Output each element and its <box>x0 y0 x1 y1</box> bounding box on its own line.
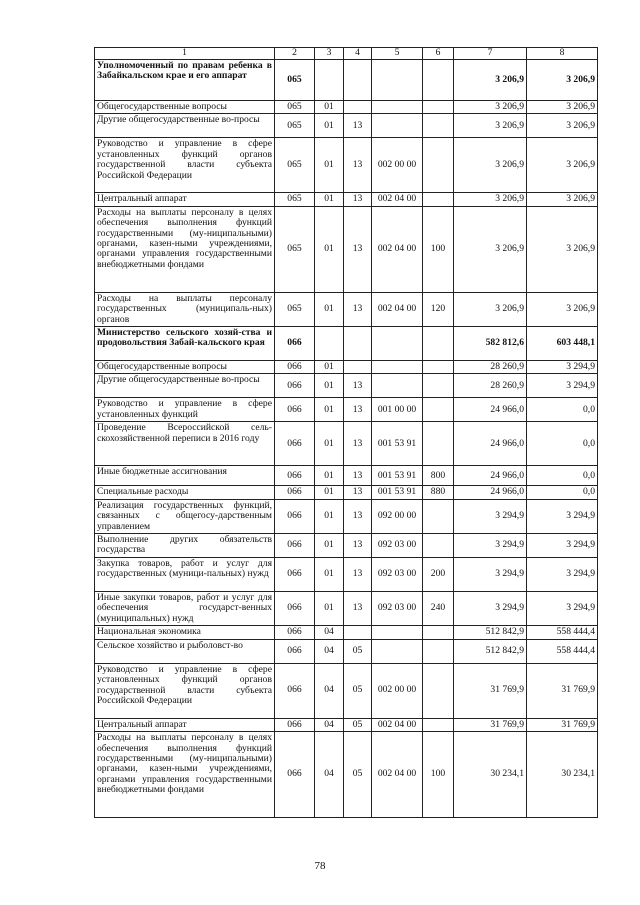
table-row <box>95 193 598 206</box>
row-subsection-code: 05 <box>344 732 372 818</box>
row-amount-year2: 3 294,9 <box>527 558 598 592</box>
table-row <box>95 361 598 374</box>
row-subsection-code <box>344 361 372 374</box>
row-expense-type-code <box>423 101 454 114</box>
row-amount-year1: 3 206,9 <box>454 101 527 114</box>
row-subsection-code <box>344 626 372 639</box>
row-amount-year1: 3 294,9 <box>454 534 527 558</box>
column-number-5: 5 <box>372 48 423 60</box>
row-target-code: 002 04 00 <box>372 193 423 206</box>
row-section-code: 01 <box>315 114 344 138</box>
row-name: Сельское хозяйство и рыболовст-во <box>95 639 275 663</box>
row-amount-year1: 582 812,6 <box>454 327 527 361</box>
row-amount-year2: 3 206,9 <box>527 193 598 206</box>
row-subsection-code <box>344 327 372 361</box>
row-subsection-code: 13 <box>344 466 372 486</box>
row-ved-code: 065 <box>275 101 315 114</box>
row-name: Руководство и управление в сфере установленных функций органов государственной власти субъекта Российской Федерации <box>95 138 275 193</box>
row-amount-year1: 28 260,9 <box>454 374 527 398</box>
row-name: Иные закупки товаров, работ и услуг для обеспечения государст-венных (муниципальных) нужд <box>95 592 275 626</box>
table-row <box>95 422 598 466</box>
table-row <box>95 292 598 326</box>
row-name: Иные бюджетные ассигнования <box>95 466 275 486</box>
row-amount-year2: 0,0 <box>527 398 598 422</box>
row-target-code: 092 00 00 <box>372 499 423 533</box>
row-ved-code: 065 <box>275 292 315 326</box>
row-section-code: 01 <box>315 534 344 558</box>
row-amount-year2: 3 206,9 <box>527 101 598 114</box>
row-expense-type-code <box>423 422 454 466</box>
row-amount-year2: 558 444,4 <box>527 626 598 639</box>
row-expense-type-code: 240 <box>423 592 454 626</box>
row-expense-type-code <box>423 374 454 398</box>
row-target-code <box>372 327 423 361</box>
row-expense-type-code: 880 <box>423 486 454 499</box>
row-section-code: 01 <box>315 361 344 374</box>
row-name: Расходы на выплаты персоналу в целях обеспечения выполнения функций государственными (му-ниципальными) органами, казен-ными учреждениями, органами управления государственными внебюджетными фондами <box>95 206 275 292</box>
page-number: 78 <box>314 860 326 872</box>
row-ved-code: 066 <box>275 327 315 361</box>
row-section-code: 04 <box>315 718 344 731</box>
row-ved-code: 066 <box>275 466 315 486</box>
row-target-code: 001 53 91 <box>372 486 423 499</box>
row-section-code: 04 <box>315 626 344 639</box>
row-amount-year1: 24 966,0 <box>454 398 527 422</box>
row-expense-type-code <box>423 138 454 193</box>
row-section-code: 01 <box>315 101 344 114</box>
row-target-code <box>372 60 423 101</box>
row-ved-code: 065 <box>275 193 315 206</box>
row-amount-year2: 3 294,9 <box>527 374 598 398</box>
column-number-2: 2 <box>275 48 315 60</box>
row-subsection-code: 13 <box>344 206 372 292</box>
column-number-row <box>95 48 598 60</box>
row-target-code: 002 04 00 <box>372 292 423 326</box>
row-name: Министерство сельского хозяй-ства и продовольствия Забай-кальского края <box>95 327 275 361</box>
row-amount-year1: 3 206,9 <box>454 292 527 326</box>
row-expense-type-code: 120 <box>423 292 454 326</box>
row-target-code: 092 03 00 <box>372 558 423 592</box>
column-number-3: 3 <box>315 48 344 60</box>
column-number-7: 7 <box>454 48 527 60</box>
row-ved-code: 066 <box>275 718 315 731</box>
row-name: Расходы на выплаты персоналу в целях обеспечения выполнения функций государственными (му-ниципальными) органами, казен-ными учреждениями, органами управления государственными внебюджетными фондами <box>95 732 275 818</box>
row-expense-type-code <box>423 361 454 374</box>
row-name: Выполнение других обязательств государства <box>95 534 275 558</box>
row-target-code: 001 53 91 <box>372 422 423 466</box>
row-subsection-code: 13 <box>344 398 372 422</box>
table-row <box>95 534 598 558</box>
row-subsection-code: 13 <box>344 292 372 326</box>
row-expense-type-code <box>423 534 454 558</box>
row-ved-code: 066 <box>275 639 315 663</box>
table-row <box>95 138 598 193</box>
row-name: Руководство и управление в сфере установленных функций <box>95 398 275 422</box>
table-row <box>95 206 598 292</box>
row-target-code <box>372 626 423 639</box>
row-amount-year1: 512 842,9 <box>454 626 527 639</box>
row-amount-year1: 3 294,9 <box>454 592 527 626</box>
table-row <box>95 374 598 398</box>
row-subsection-code: 05 <box>344 663 372 718</box>
row-amount-year2: 31 769,9 <box>527 663 598 718</box>
row-target-code <box>372 374 423 398</box>
row-name: Другие общегосударственные во-просы <box>95 374 275 398</box>
row-amount-year2: 30 234,1 <box>527 732 598 818</box>
table-row <box>95 592 598 626</box>
table-row <box>95 718 598 731</box>
row-section-code: 04 <box>315 732 344 818</box>
table-row <box>95 466 598 486</box>
row-target-code: 092 03 00 <box>372 534 423 558</box>
row-section-code: 01 <box>315 374 344 398</box>
row-section-code <box>315 327 344 361</box>
table-row <box>95 60 598 101</box>
table-row <box>95 486 598 499</box>
row-subsection-code: 13 <box>344 114 372 138</box>
row-ved-code: 065 <box>275 138 315 193</box>
row-target-code <box>372 101 423 114</box>
row-section-code: 01 <box>315 486 344 499</box>
row-expense-type-code <box>423 193 454 206</box>
row-amount-year1: 24 966,0 <box>454 486 527 499</box>
row-ved-code: 065 <box>275 60 315 101</box>
table-row <box>95 499 598 533</box>
row-section-code: 01 <box>315 499 344 533</box>
row-section-code: 04 <box>315 663 344 718</box>
row-amount-year1: 3 294,9 <box>454 499 527 533</box>
row-ved-code: 066 <box>275 361 315 374</box>
row-expense-type-code: 800 <box>423 466 454 486</box>
column-number-6: 6 <box>423 48 454 60</box>
row-amount-year2: 603 448,1 <box>527 327 598 361</box>
row-amount-year2: 558 444,4 <box>527 639 598 663</box>
row-amount-year1: 512 842,9 <box>454 639 527 663</box>
row-expense-type-code <box>423 114 454 138</box>
table-row <box>95 639 598 663</box>
row-amount-year1: 3 206,9 <box>454 206 527 292</box>
row-name: Реализация государственных функций, связанных с общегосу-дарственным управлением <box>95 499 275 533</box>
row-amount-year1: 24 966,0 <box>454 422 527 466</box>
row-amount-year1: 31 769,9 <box>454 663 527 718</box>
row-expense-type-code <box>423 327 454 361</box>
row-amount-year2: 3 294,9 <box>527 361 598 374</box>
row-ved-code: 066 <box>275 499 315 533</box>
column-number-8: 8 <box>527 48 598 60</box>
row-subsection-code: 13 <box>344 374 372 398</box>
row-name: Общегосударственные вопросы <box>95 101 275 114</box>
row-target-code: 001 53 91 <box>372 466 423 486</box>
row-subsection-code: 13 <box>344 558 372 592</box>
row-section-code: 01 <box>315 592 344 626</box>
row-subsection-code: 13 <box>344 422 372 466</box>
row-section-code: 01 <box>315 422 344 466</box>
row-section-code: 01 <box>315 558 344 592</box>
row-name: Общегосударственные вопросы <box>95 361 275 374</box>
row-amount-year1: 30 234,1 <box>454 732 527 818</box>
row-expense-type-code: 100 <box>423 732 454 818</box>
row-section-code: 01 <box>315 292 344 326</box>
row-ved-code: 066 <box>275 626 315 639</box>
row-amount-year2: 3 206,9 <box>527 138 598 193</box>
row-amount-year2: 3 294,9 <box>527 499 598 533</box>
row-section-code: 01 <box>315 206 344 292</box>
row-target-code: 002 04 00 <box>372 206 423 292</box>
table-row <box>95 663 598 718</box>
row-amount-year1: 24 966,0 <box>454 466 527 486</box>
row-amount-year1: 28 260,9 <box>454 361 527 374</box>
row-section-code <box>315 60 344 101</box>
row-target-code: 001 00 00 <box>372 398 423 422</box>
row-target-code: 002 00 00 <box>372 663 423 718</box>
row-subsection-code: 05 <box>344 718 372 731</box>
row-amount-year2: 0,0 <box>527 422 598 466</box>
row-ved-code: 066 <box>275 732 315 818</box>
row-amount-year2: 3 206,9 <box>527 206 598 292</box>
row-amount-year2: 3 294,9 <box>527 592 598 626</box>
row-subsection-code: 13 <box>344 592 372 626</box>
row-ved-code: 066 <box>275 663 315 718</box>
row-amount-year2: 3 294,9 <box>527 534 598 558</box>
row-target-code: 002 00 00 <box>372 138 423 193</box>
column-number-1: 1 <box>95 48 275 60</box>
row-expense-type-code <box>423 398 454 422</box>
row-name: Национальная экономика <box>95 626 275 639</box>
row-target-code: 002 04 00 <box>372 732 423 818</box>
row-name: Закупка товаров, работ и услуг для государственных (муници-пальных) нужд <box>95 558 275 592</box>
row-subsection-code <box>344 101 372 114</box>
table-row <box>95 398 598 422</box>
row-name: Уполномоченный по правам ребенка в Забайкальском крае и его аппарат <box>95 60 275 101</box>
row-name: Расходы на выплаты персоналу государственных (муниципаль-ных) органов <box>95 292 275 326</box>
row-amount-year2: 31 769,9 <box>527 718 598 731</box>
row-subsection-code: 13 <box>344 486 372 499</box>
table-row <box>95 732 598 818</box>
row-ved-code: 066 <box>275 534 315 558</box>
row-name: Центральный аппарат <box>95 718 275 731</box>
row-amount-year2: 0,0 <box>527 486 598 499</box>
row-subsection-code: 13 <box>344 138 372 193</box>
row-amount-year1: 3 294,9 <box>454 558 527 592</box>
row-ved-code: 066 <box>275 374 315 398</box>
row-ved-code: 065 <box>275 114 315 138</box>
row-name: Специальные расходы <box>95 486 275 499</box>
row-subsection-code <box>344 60 372 101</box>
row-amount-year1: 3 206,9 <box>454 138 527 193</box>
row-amount-year1: 31 769,9 <box>454 718 527 731</box>
row-subsection-code: 13 <box>344 193 372 206</box>
row-name: Руководство и управление в сфере установленных функций органов государственной власти субъекта Российской Федерации <box>95 663 275 718</box>
row-amount-year1: 3 206,9 <box>454 60 527 101</box>
row-subsection-code: 05 <box>344 639 372 663</box>
row-subsection-code: 13 <box>344 499 372 533</box>
row-expense-type-code: 200 <box>423 558 454 592</box>
table-row <box>95 114 598 138</box>
row-target-code: 092 03 00 <box>372 592 423 626</box>
table-row <box>95 626 598 639</box>
row-expense-type-code: 100 <box>423 206 454 292</box>
row-target-code <box>372 114 423 138</box>
row-expense-type-code <box>423 639 454 663</box>
row-ved-code: 066 <box>275 398 315 422</box>
row-section-code: 01 <box>315 193 344 206</box>
row-expense-type-code <box>423 718 454 731</box>
row-ved-code: 066 <box>275 422 315 466</box>
row-expense-type-code <box>423 663 454 718</box>
row-amount-year1: 3 206,9 <box>454 114 527 138</box>
row-target-code: 002 04 00 <box>372 718 423 731</box>
row-section-code: 04 <box>315 639 344 663</box>
row-expense-type-code <box>423 60 454 101</box>
row-amount-year2: 0,0 <box>527 466 598 486</box>
table-row <box>95 327 598 361</box>
table-row <box>95 558 598 592</box>
row-amount-year2: 3 206,9 <box>527 292 598 326</box>
row-name: Проведение Всероссийской сель-скохозяйственной переписи в 2016 году <box>95 422 275 466</box>
row-subsection-code: 13 <box>344 534 372 558</box>
row-section-code: 01 <box>315 138 344 193</box>
row-ved-code: 065 <box>275 206 315 292</box>
row-name: Центральный аппарат <box>95 193 275 206</box>
row-ved-code: 066 <box>275 558 315 592</box>
row-expense-type-code <box>423 626 454 639</box>
table-row <box>95 101 598 114</box>
row-section-code: 01 <box>315 466 344 486</box>
row-ved-code: 066 <box>275 486 315 499</box>
row-amount-year2: 3 206,9 <box>527 60 598 101</box>
column-number-4: 4 <box>344 48 372 60</box>
row-target-code <box>372 361 423 374</box>
budget-table <box>94 47 598 818</box>
row-ved-code: 066 <box>275 592 315 626</box>
row-target-code <box>372 639 423 663</box>
row-expense-type-code <box>423 499 454 533</box>
row-amount-year1: 3 206,9 <box>454 193 527 206</box>
row-section-code: 01 <box>315 398 344 422</box>
row-name: Другие общегосударственные во-просы <box>95 114 275 138</box>
row-amount-year2: 3 206,9 <box>527 114 598 138</box>
